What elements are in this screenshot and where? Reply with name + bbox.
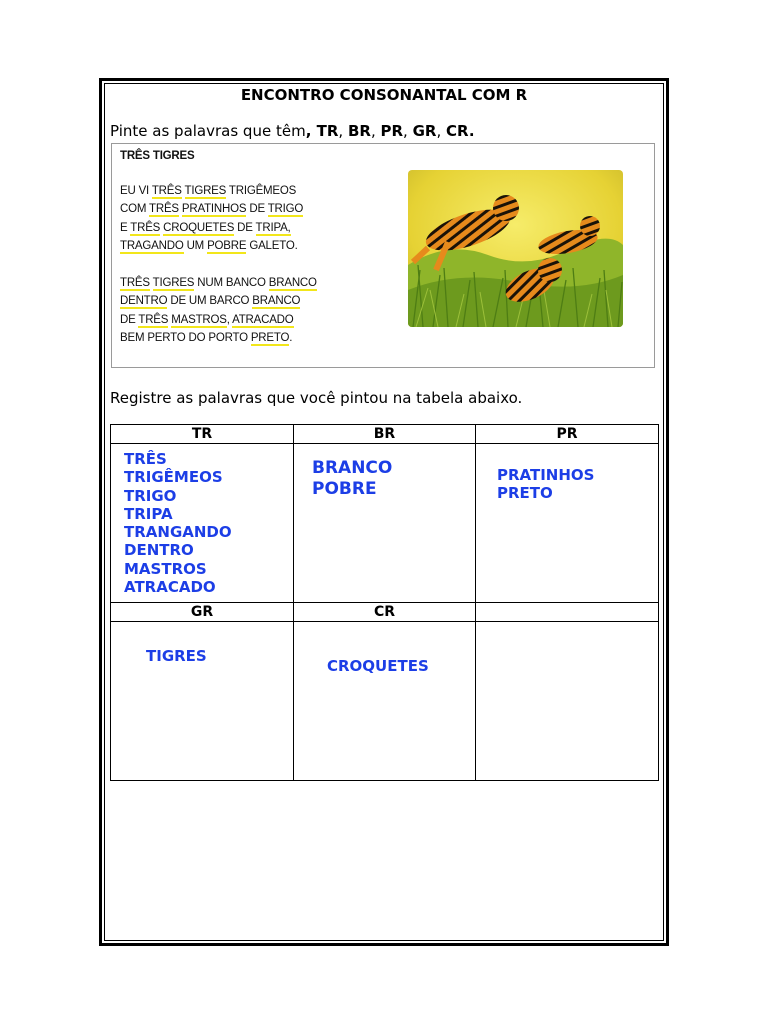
poem-line-8: BEM PERTO DO PORTO PRETO.: [120, 332, 293, 344]
poem: [120, 147, 317, 348]
instruction-text: Pinte as palavras que têm, TR, BR, PR, GR, CR.: [110, 122, 475, 140]
worksheet-title: ENCONTRO CONSONANTAL COM R: [240, 86, 528, 104]
list-item: BRANCO: [312, 458, 393, 478]
poem-line-6: DENTRO DE UM BARCO BRANCO: [120, 295, 301, 307]
cell-empty: [476, 622, 659, 781]
list-item: TRIPA: [124, 504, 173, 523]
header-empty: [476, 603, 659, 622]
cell-br-words: [294, 444, 476, 603]
list-item: PRATINHOS: [497, 466, 595, 484]
table-header-row: [111, 425, 659, 444]
table-header-row: [111, 603, 659, 622]
tigers-illustration: [408, 170, 623, 327]
poem-line-4: TRAGANDO UM POBRE GALETO.: [120, 240, 298, 252]
list-item: TRANGANDO: [124, 523, 232, 542]
list-item: DENTRO: [124, 541, 194, 560]
list-item: POBRE: [312, 478, 377, 499]
header-gr: GR: [111, 603, 294, 622]
header-cr: CR: [294, 603, 476, 622]
table-row: [111, 444, 659, 603]
cell-cr-words: [294, 622, 476, 781]
cr-word-list: [294, 622, 475, 675]
poem-line-3: E TRÊS CROQUETES DE TRIPA,: [120, 221, 291, 234]
list-item: PRETO: [497, 484, 553, 503]
register-instruction: Registre as palavras que você pintou na tabela abaixo.: [110, 389, 523, 407]
poem-title: TRÊS TIGRES: [120, 150, 195, 162]
tr-word-list: [111, 444, 293, 596]
list-item: TRIGÊMEOS: [124, 468, 223, 487]
poem-line-5: TRÊS TIGRES NUM BANCO BRANCO: [120, 276, 317, 289]
cell-pr-words: [476, 444, 659, 603]
header-pr: PR: [476, 425, 659, 444]
header-tr: TR: [111, 425, 294, 444]
list-item: TRÊS: [124, 450, 167, 468]
poem-line-1: EU VI TRÊS TIGRES TRIGÊMEOS: [120, 184, 297, 197]
list-item: CROQUETES: [327, 657, 429, 675]
cell-gr-words: [111, 622, 294, 781]
poem-line-2: COM TRÊS PRATINHOS DE TRIGO: [120, 203, 304, 215]
list-item: MASTROS: [124, 559, 207, 578]
list-item: TIGRES: [146, 647, 207, 665]
list-item: ATRACADO: [124, 578, 216, 597]
table-row: [111, 622, 659, 781]
poem-line-7: DE TRÊS MASTROS, ATRACADO: [120, 313, 294, 326]
cell-tr-words: [111, 444, 294, 603]
pr-word-list: [476, 444, 658, 503]
answers-table: [110, 424, 659, 781]
gr-word-list: [111, 622, 293, 665]
list-item: TRIGO: [124, 486, 177, 505]
br-word-list: [294, 444, 475, 499]
header-br: BR: [294, 425, 476, 444]
